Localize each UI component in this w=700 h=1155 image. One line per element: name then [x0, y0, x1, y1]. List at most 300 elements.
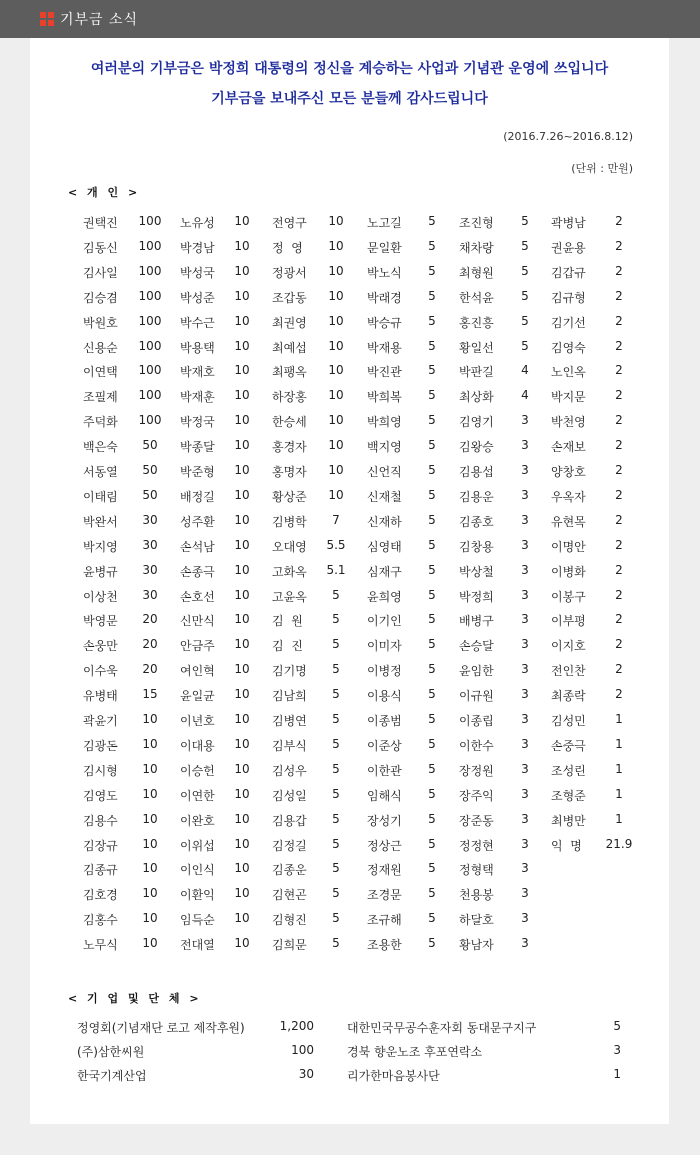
- donor-name: 이년호: [180, 714, 215, 728]
- donor-name: 장정원: [459, 763, 494, 778]
- donation-amount: 20: [142, 612, 158, 627]
- donation-amount: 10: [234, 487, 250, 502]
- donation-amount: 50: [142, 438, 158, 453]
- donation-amount: 5.1: [326, 562, 346, 577]
- donor-name: 박천영: [551, 415, 586, 430]
- corporate-donor-name: 정영회(기념재단 로고 제작후원): [77, 1021, 245, 1035]
- donor-name: 윤병규: [83, 564, 118, 579]
- donation-amount: 3: [521, 861, 529, 876]
- donor-name: 박승규: [367, 315, 402, 330]
- corporate-donation-amount: 3: [613, 1043, 621, 1057]
- donation-amount: 1: [615, 786, 623, 801]
- donation-amount: 5: [428, 338, 436, 353]
- donation-amount: 10: [328, 263, 344, 278]
- donation-amount: 10: [234, 761, 250, 776]
- donation-amount: 3: [521, 936, 529, 951]
- donation-amount: 5: [428, 637, 436, 652]
- donation-amount: 2: [615, 388, 623, 403]
- donation-amount: 2: [615, 637, 623, 652]
- donor-name: 손종극: [180, 564, 215, 579]
- donor-name: 신재철: [367, 489, 402, 504]
- donation-amount: 10: [234, 587, 250, 602]
- donor-name: 이종립: [459, 714, 494, 728]
- donor-name: 안금주: [180, 639, 215, 654]
- donor-name: 조용한: [367, 938, 402, 953]
- donor-name: 박완서: [83, 514, 118, 529]
- donation-amount: 2: [615, 562, 623, 577]
- donor-name: 노무식: [83, 938, 118, 953]
- donor-name: 임해식: [367, 788, 402, 803]
- donation-amount: 10: [328, 288, 344, 303]
- donor-row: [30, 457, 669, 482]
- donation-amount: 10: [328, 338, 344, 353]
- donor-name: 박재호: [180, 365, 215, 380]
- corporate-donation-amount: 100: [291, 1043, 314, 1057]
- donation-amount: 10: [234, 712, 250, 726]
- corporate-donation-amount: 1: [613, 1067, 621, 1081]
- donation-amount: 5: [332, 587, 340, 602]
- donation-amount: 10: [234, 861, 250, 876]
- donor-row: [30, 482, 669, 507]
- donation-amount: 1: [615, 761, 623, 776]
- donor-name: 김희문: [272, 938, 307, 953]
- donor-name: 하장홍: [272, 390, 307, 405]
- donation-amount: 10: [234, 338, 250, 353]
- corporate-donor-name: 경북 향운노조 후포연락소: [347, 1045, 483, 1059]
- donation-amount: 2: [615, 687, 623, 702]
- donation-amount: 5: [428, 861, 436, 876]
- page-header: [0, 0, 700, 38]
- donation-amount: 2: [615, 537, 623, 552]
- donor-name: 박래경: [367, 290, 402, 305]
- donor-name: 노고길: [367, 216, 402, 230]
- donor-name: 박수근: [180, 315, 215, 330]
- donor-name: 고윤옥: [272, 589, 307, 604]
- donation-amount: 5: [428, 811, 436, 826]
- donor-name: 최형원: [459, 265, 494, 280]
- donor-name: 김영기: [459, 415, 494, 430]
- donor-row: [30, 681, 669, 706]
- donor-name: 이수욱: [83, 664, 118, 679]
- donor-name: 홍명자: [272, 465, 307, 479]
- donation-amount: 2: [615, 313, 623, 328]
- donation-amount: 20: [142, 637, 158, 652]
- donation-amount: 5: [428, 263, 436, 278]
- donor-name: 김용운: [459, 489, 494, 504]
- donor-row: [30, 357, 669, 382]
- donation-amount: 5: [521, 313, 529, 328]
- donation-amount: 50: [142, 463, 158, 477]
- corporate-row: [30, 1039, 669, 1064]
- donor-name: 이명안: [551, 539, 586, 554]
- donor-name: 김정길: [272, 838, 307, 853]
- donor-name: 김창용: [459, 539, 494, 554]
- donor-name: 임득순: [180, 913, 215, 928]
- donor-name: 백은숙: [83, 440, 118, 455]
- donor-name: 김승겸: [83, 290, 118, 305]
- donation-amount: 5: [332, 761, 340, 776]
- donation-amount: 5: [428, 562, 436, 577]
- donation-amount: 3: [521, 438, 529, 453]
- donation-amount: 5: [332, 687, 340, 702]
- donation-amount: 10: [234, 438, 250, 453]
- donation-amount: 2: [615, 463, 623, 477]
- donor-name: 이대용: [180, 738, 215, 753]
- donation-amount: 5: [428, 712, 436, 726]
- donation-amount: 100: [138, 288, 162, 303]
- donation-amount: 100: [138, 313, 162, 328]
- donor-name: 박진관: [367, 365, 402, 380]
- donation-amount: 10: [328, 487, 344, 502]
- donation-amount: 5: [332, 712, 340, 726]
- donation-amount: 10: [328, 363, 344, 378]
- donor-name: 최병만: [551, 813, 586, 828]
- donation-amount: 10: [142, 936, 158, 951]
- donor-name: 홍진흥: [459, 315, 494, 330]
- donation-amount: 3: [521, 537, 529, 552]
- donation-amount: 5: [428, 438, 436, 453]
- donor-row: [30, 606, 669, 631]
- donor-name: 이미자: [367, 639, 402, 654]
- donation-amount: 5: [332, 637, 340, 652]
- donor-name: 주덕화: [83, 415, 118, 430]
- donor-name: 김호경: [83, 888, 118, 903]
- donor-name: 심영태: [367, 539, 402, 554]
- donation-amount: 5: [332, 662, 340, 677]
- donor-name: 장준동: [459, 813, 494, 828]
- donation-amount: 5: [428, 463, 436, 477]
- donor-name: 홍경자: [272, 440, 307, 455]
- donation-amount: 10: [234, 288, 250, 303]
- donor-name: 오대영: [272, 539, 307, 554]
- donation-amount: 2: [615, 288, 623, 303]
- donation-amount: 3: [521, 736, 529, 751]
- donation-amount: 2: [615, 338, 623, 353]
- donor-name: 신언직: [367, 465, 402, 479]
- donation-amount: 5: [428, 512, 436, 527]
- donor-name: 유병태: [83, 689, 118, 704]
- donor-name: 손웅만: [83, 639, 118, 654]
- donor-name: 손승달: [459, 639, 494, 654]
- donor-name: 박희영: [367, 415, 402, 430]
- donation-amount: 3: [521, 512, 529, 527]
- donation-amount: 5: [521, 338, 529, 353]
- donation-amount: 5: [428, 587, 436, 602]
- donation-amount: 10: [142, 736, 158, 751]
- donation-amount: 10: [328, 214, 344, 228]
- donor-name: 김종호: [459, 514, 494, 529]
- donor-name: 정정현: [459, 838, 494, 853]
- donation-amount: 10: [234, 786, 250, 801]
- donor-name: 신용순: [83, 340, 118, 355]
- donor-name: 신만식: [180, 614, 215, 629]
- donor-name: 이한관: [367, 763, 402, 778]
- donor-name: 조진형: [459, 216, 494, 230]
- donation-amount: 2: [615, 263, 623, 278]
- donation-amount: 5: [332, 936, 340, 951]
- donor-row: [30, 656, 669, 681]
- donor-name: 김 진: [272, 639, 303, 654]
- donor-name: 이한수: [459, 738, 494, 753]
- donor-name: 이준상: [367, 738, 402, 753]
- donation-amount: 5: [428, 761, 436, 776]
- corporate-donation-amount: 1,200: [279, 1019, 314, 1033]
- corporate-row: [30, 1063, 669, 1088]
- donor-name: 김부식: [272, 738, 307, 753]
- corporate-donation-amount: 30: [298, 1067, 314, 1081]
- donation-amount: 10: [234, 537, 250, 552]
- donor-name: 김규형: [551, 290, 586, 305]
- donation-amount: 10: [328, 238, 344, 253]
- donation-amount: 10: [234, 811, 250, 826]
- donor-name: 조성린: [551, 763, 586, 778]
- donation-amount: 5: [332, 911, 340, 926]
- donor-name: 이부평: [551, 614, 586, 629]
- donation-amount: 10: [234, 512, 250, 527]
- donor-name: 손중극: [551, 738, 586, 753]
- donation-amount: 10: [234, 687, 250, 702]
- donation-amount: 3: [521, 786, 529, 801]
- donation-amount: 2: [615, 438, 623, 453]
- donor-name: 최상화: [459, 390, 494, 405]
- donation-amount: 7: [332, 512, 340, 527]
- corporate-donor-name: 대한민국무공수훈자회 동대문구지구: [347, 1021, 537, 1035]
- donor-name: 최예섭: [272, 340, 307, 355]
- donation-amount: 10: [142, 811, 158, 826]
- donor-name: 이병화: [551, 564, 586, 579]
- donor-name: 김기명: [272, 664, 307, 679]
- donor-name: 양창호: [551, 465, 586, 479]
- donor-name: 성주환: [180, 514, 215, 529]
- donation-amount: 3: [521, 587, 529, 602]
- donation-amount: 10: [142, 911, 158, 926]
- donation-amount: 5: [428, 313, 436, 328]
- content-panel: [30, 38, 669, 1124]
- donation-amount: 3: [521, 761, 529, 776]
- donation-amount: 20: [142, 662, 158, 677]
- donor-name: 백지영: [367, 440, 402, 455]
- donor-name: 서동열: [83, 465, 118, 479]
- donor-name: 하달호: [459, 913, 494, 928]
- donor-name: 배정길: [180, 489, 215, 504]
- donor-name: 박지문: [551, 390, 586, 405]
- donor-row: [30, 557, 669, 582]
- donor-name: 박종달: [180, 440, 215, 455]
- donor-name: 김동신: [83, 240, 118, 255]
- donor-row: [30, 905, 669, 930]
- donor-name: 김병연: [272, 714, 307, 728]
- donation-amount: 5: [428, 288, 436, 303]
- donation-amount: 100: [138, 238, 162, 253]
- donation-amount: 10: [234, 388, 250, 403]
- donation-amount: 2: [615, 612, 623, 627]
- donation-amount: 100: [138, 363, 162, 378]
- donor-row: [30, 333, 669, 358]
- donor-name: 이위섭: [180, 838, 215, 853]
- donor-name: 한석윤: [459, 290, 494, 305]
- donation-amount: 5: [428, 936, 436, 951]
- donor-row: [30, 308, 669, 333]
- donation-amount: 10: [328, 388, 344, 403]
- donation-amount: 30: [142, 562, 158, 577]
- donor-name: 이상천: [83, 589, 118, 604]
- donation-amount: 5: [428, 537, 436, 552]
- donor-name: 김사일: [83, 265, 118, 280]
- donation-amount: 5: [521, 214, 529, 228]
- donor-name: 이완호: [180, 813, 215, 828]
- intro-line-2: 기부금을 보내주신 모든 분들께 감사드립니다: [211, 91, 488, 107]
- donation-amount: 10: [234, 662, 250, 677]
- donor-name: 고화옥: [272, 564, 307, 579]
- donor-name: 박용택: [180, 340, 215, 355]
- donor-row: [30, 706, 669, 731]
- donation-amount: 10: [234, 911, 250, 926]
- donor-name: 이연한: [180, 788, 215, 803]
- donor-row: [30, 731, 669, 756]
- individual-heading: < 개 인 >: [68, 186, 141, 199]
- donor-name: 배병구: [459, 614, 494, 629]
- donor-name: 김용수: [83, 813, 118, 828]
- donor-name: 황상준: [272, 489, 307, 504]
- donation-amount: 10: [142, 786, 158, 801]
- donation-amount: 5: [521, 238, 529, 253]
- donor-name: 정 영: [272, 240, 303, 255]
- donation-amount: 5: [428, 911, 436, 926]
- donation-amount: 10: [234, 214, 250, 228]
- donor-name: 익 명: [551, 838, 582, 853]
- donor-name: 김남희: [272, 689, 307, 704]
- donor-name: 김시형: [83, 763, 118, 778]
- donor-row: [30, 532, 669, 557]
- donor-name: 한승세: [272, 415, 307, 430]
- donor-name: 조규해: [367, 913, 402, 928]
- donation-amount: 100: [138, 338, 162, 353]
- donation-amount: 5: [332, 886, 340, 901]
- donor-row: [30, 930, 669, 955]
- donation-amount: 10: [328, 313, 344, 328]
- donation-amount: 10: [234, 363, 250, 378]
- donor-name: 이지호: [551, 639, 586, 654]
- donor-row: [30, 258, 669, 283]
- donor-name: 장성기: [367, 813, 402, 828]
- donation-amount: 2: [615, 512, 623, 527]
- donation-amount: 10: [234, 463, 250, 477]
- donor-name: 정상근: [367, 838, 402, 853]
- donor-name: 곽병남: [551, 216, 586, 230]
- donation-amount: 21.9: [605, 836, 633, 851]
- donation-amount: 30: [142, 587, 158, 602]
- donor-row: [30, 507, 669, 532]
- donor-name: 김홍수: [83, 913, 118, 928]
- donation-amount: 10: [234, 736, 250, 751]
- donor-name: 장주익: [459, 788, 494, 803]
- donation-amount: 10: [234, 263, 250, 278]
- donor-name: 박지영: [83, 539, 118, 554]
- donation-amount: 3: [521, 911, 529, 926]
- donation-amount: 5: [521, 288, 529, 303]
- donor-name: 윤임한: [459, 664, 494, 679]
- donation-amount: 5: [332, 786, 340, 801]
- donor-name: 이연택: [83, 365, 118, 380]
- donor-name: 문일환: [367, 240, 402, 255]
- donation-amount: 3: [521, 637, 529, 652]
- donor-name: 박정희: [459, 589, 494, 604]
- donor-name: 박영문: [83, 614, 118, 629]
- donation-amount: 5.5: [326, 537, 346, 552]
- donor-name: 박재훈: [180, 390, 215, 405]
- donation-amount: 2: [615, 413, 623, 428]
- donation-amount: 2: [615, 238, 623, 253]
- donor-row: [30, 233, 669, 258]
- donor-name: 박재용: [367, 340, 402, 355]
- donation-amount: 5: [428, 612, 436, 627]
- donor-name: 곽윤기: [83, 714, 118, 728]
- donor-name: 이태림: [83, 489, 118, 504]
- donor-name: 우옥자: [551, 489, 586, 504]
- donor-name: 권택진: [83, 216, 118, 230]
- donor-name: 김영도: [83, 788, 118, 803]
- donor-row: [30, 283, 669, 308]
- donor-name: 최권영: [272, 315, 307, 330]
- unit-label: (단위 : 만원): [571, 162, 633, 175]
- donation-amount: 5: [428, 687, 436, 702]
- donation-amount: 5: [332, 811, 340, 826]
- donation-amount: 10: [234, 836, 250, 851]
- donor-name: 황남자: [459, 938, 494, 953]
- grid-logo-icon: [40, 12, 54, 26]
- donor-name: 박준형: [180, 465, 215, 479]
- donor-name: 김왕승: [459, 440, 494, 455]
- donor-name: 박성국: [180, 265, 215, 280]
- donor-row: [30, 855, 669, 880]
- donation-period: (2016.7.26~2016.8.12): [503, 130, 633, 143]
- donation-amount: 5: [428, 662, 436, 677]
- donor-name: 이승헌: [180, 763, 215, 778]
- donor-name: 박희복: [367, 390, 402, 405]
- donor-row: [30, 880, 669, 905]
- donation-amount: 5: [428, 388, 436, 403]
- donor-name: 유현목: [551, 514, 586, 529]
- donor-name: 전대열: [180, 938, 215, 953]
- donor-name: 박원호: [83, 315, 118, 330]
- donation-amount: 3: [521, 413, 529, 428]
- donation-amount: 5: [428, 413, 436, 428]
- donation-amount: 4: [521, 388, 529, 403]
- donor-name: 김기선: [551, 315, 586, 330]
- donation-amount: 1: [615, 736, 623, 751]
- header-title: 기부금 소식: [60, 12, 139, 28]
- donor-name: 김 원: [272, 614, 303, 629]
- donation-amount: 10: [142, 712, 158, 726]
- donor-row: [30, 631, 669, 656]
- donor-name: 김영숙: [551, 340, 586, 355]
- donor-row: [30, 756, 669, 781]
- donor-name: 전영구: [272, 216, 307, 230]
- donor-name: 김성민: [551, 714, 586, 728]
- donation-amount: 3: [521, 662, 529, 677]
- corporate-row: [30, 1015, 669, 1040]
- donor-name: 정재원: [367, 863, 402, 878]
- donor-name: 신재하: [367, 514, 402, 529]
- donor-name: 김형진: [272, 913, 307, 928]
- donor-name: 손재보: [551, 440, 586, 455]
- donor-name: 윤희영: [367, 589, 402, 604]
- donation-amount: 3: [521, 687, 529, 702]
- donor-name: 조갑동: [272, 290, 307, 305]
- donor-name: 이병정: [367, 664, 402, 679]
- donation-amount: 5: [428, 886, 436, 901]
- donor-name: 이봉구: [551, 589, 586, 604]
